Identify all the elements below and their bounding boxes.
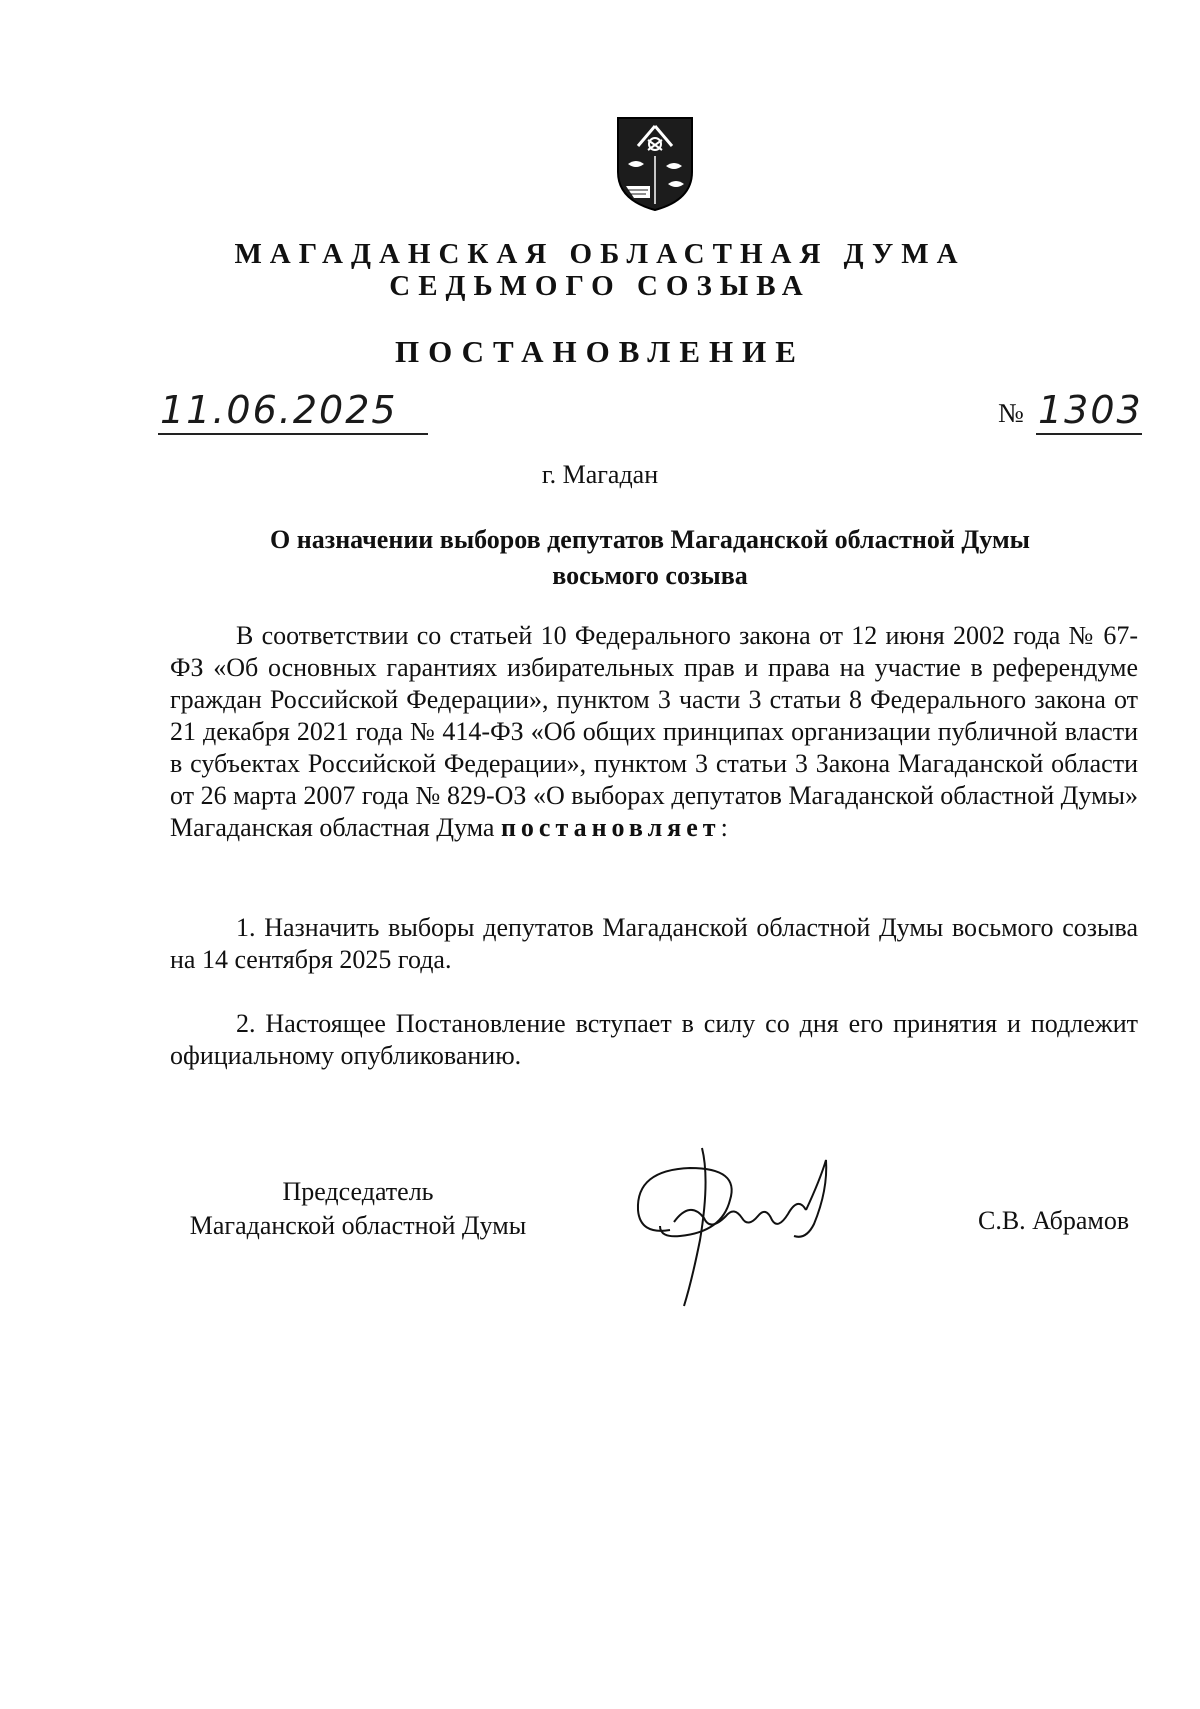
convocation: СЕДЬМОГО СОЗЫВА bbox=[389, 270, 811, 302]
item-1-text: 1. Назначить выборы депутатов Магаданской областной Думы восьмого созыва на 14 сентября 2025 года. bbox=[170, 913, 1138, 974]
item-2-text: 2. Настоящее Постановление вступает в силу со дня его принятия и подлежит официальному опубликованию. bbox=[170, 1009, 1138, 1070]
coat-of-arms-emblem bbox=[616, 116, 694, 212]
position-line-1: Председатель bbox=[282, 1177, 434, 1206]
title-line-2: восьмого созыва bbox=[552, 561, 748, 590]
number-label: № bbox=[998, 398, 1024, 428]
title-line-1: О назначении выборов депутатов Магаданской областной Думы bbox=[270, 525, 1030, 554]
organization-name: МАГАДАНСКАЯ ОБЛАСТНАЯ ДУМА bbox=[234, 238, 966, 270]
preamble-text: В соответствии со статьей 10 Федерального закона от 12 июня 2002 года № 67-ФЗ «Об основных гарантиях избирательных прав и права на участие в референдуме граждан Российской Федерации», пунктом 3 части 3 статьи 8 Федерального закона от 21 декабря 2021 года № 414-ФЗ «Об общих принципах организации публичной власти в субъектах Российской Федерации», пунктом 3 статьи 3 Закона Магаданской области от 26 марта 2007 года № 829-ОЗ «О выборах депутатов Магаданской областной Думы» Магаданская областная Дума bbox=[170, 621, 1138, 842]
item-1 bbox=[170, 912, 1138, 976]
handwritten-signature bbox=[630, 1140, 850, 1310]
resolves-punctuation: : bbox=[720, 813, 728, 842]
handwritten-date: 11.06.2025 bbox=[160, 388, 398, 432]
number-underline bbox=[1036, 433, 1142, 435]
position-line-2: Магаданской областной Думы bbox=[189, 1211, 527, 1240]
document-title bbox=[170, 522, 1130, 594]
document-type: ПОСТАНОВЛЕНИЕ bbox=[395, 334, 805, 369]
city: г. Магадан bbox=[541, 460, 659, 489]
handwritten-number: 1303 bbox=[1038, 388, 1143, 432]
date-underline bbox=[158, 433, 428, 435]
item-2 bbox=[170, 1008, 1138, 1072]
preamble-paragraph bbox=[170, 620, 1138, 844]
signatory-position bbox=[168, 1175, 548, 1243]
signatory-name: С.В. Абрамов bbox=[978, 1206, 1130, 1235]
resolves-word: постановляет bbox=[500, 813, 721, 842]
